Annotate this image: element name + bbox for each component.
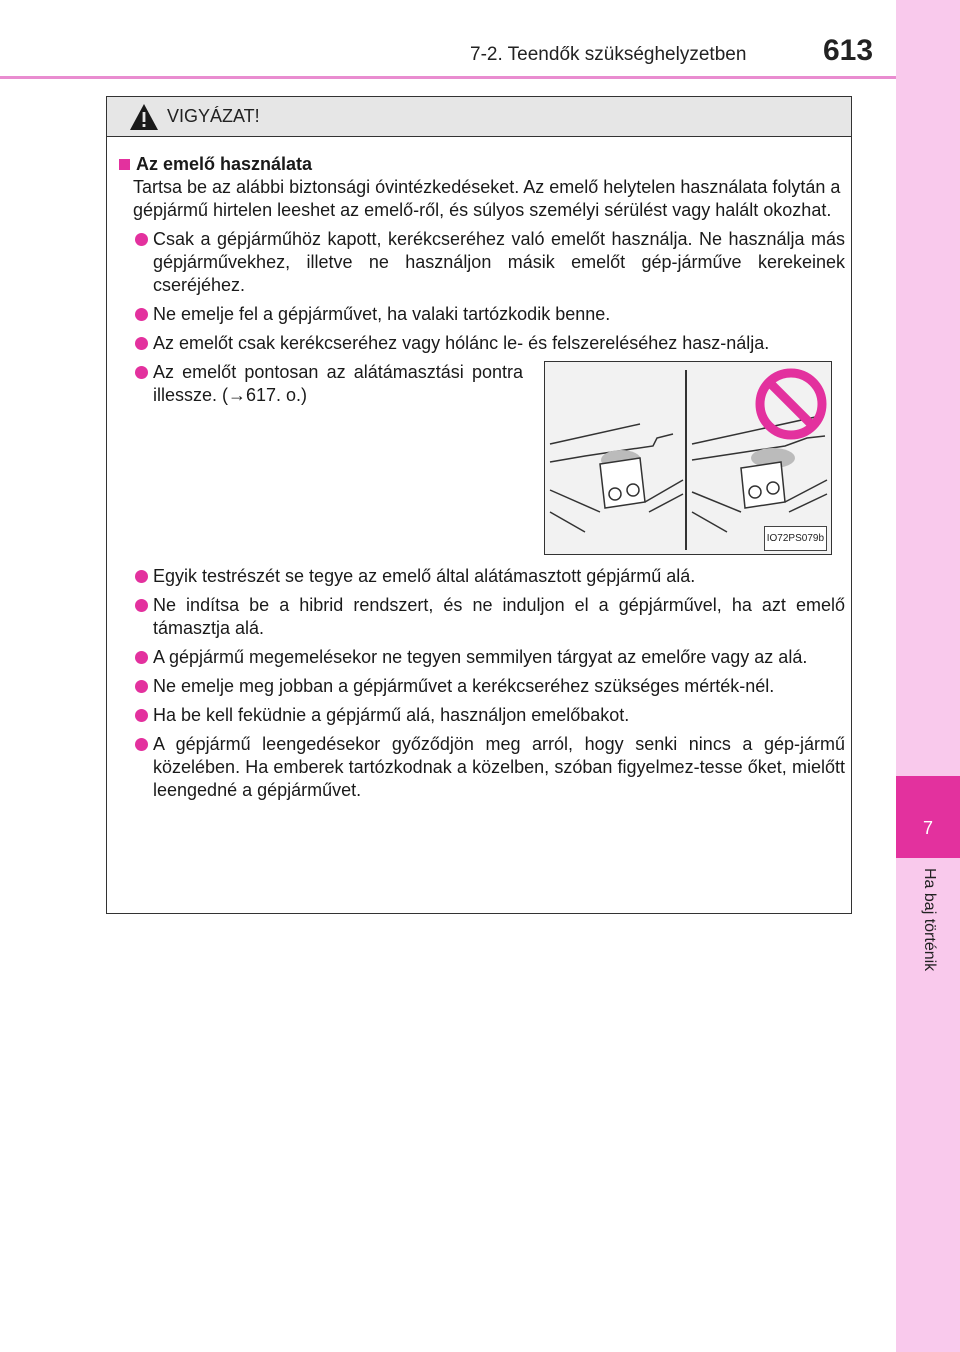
bullet-dot-icon (135, 680, 148, 693)
bullet-dot-icon (135, 738, 148, 751)
chapter-number: 7 (922, 818, 933, 838)
bullet-dot-icon (135, 570, 148, 583)
chapter-title: Ha baj történik (921, 868, 938, 972)
list-item-text: Ne emelje meg jobban a gépjárművet a kerékcseréhez szükséges mérték-nél. (153, 676, 775, 696)
list-item (117, 228, 845, 297)
bullet-dot-icon (135, 709, 148, 722)
list-item-text: Az emelőt pontosan az alátámasztási pontra illessze. (→617. o.) (153, 362, 523, 405)
list-item-text: Csak a gépjárműhöz kapott, kerékcseréhez való emelőt használja. Ne használja más gépjárművekhez, illetve ne használjon másik emelőt gép-járműve kerekeinek cseréjéhez. (153, 229, 845, 295)
jack-illustration (544, 361, 832, 555)
list-item-text: Ne emelje fel a gépjárművet, ha valaki tartózkodik benne. (153, 304, 611, 324)
list-item (117, 594, 845, 640)
bullet-dot-icon (135, 651, 148, 664)
figure-id: IO72PS079b (764, 526, 827, 551)
list-item-text: Ha be kell feküdnie a gépjármű alá, használjon emelőbakot. (153, 705, 630, 725)
list-item-text: Ne indítsa be a hibrid rendszert, és ne induljon el a gépjárművel, ha azt emelő támasztja alá. (153, 595, 845, 638)
header-divider (0, 76, 896, 79)
bullet-dot-icon (135, 308, 148, 321)
warning-header (107, 97, 851, 137)
warning-content (117, 153, 845, 802)
bullet-dot-icon (135, 599, 148, 612)
list-item-text: Az emelőt csak kerékcseréhez vagy hólánc le- és felszereléséhez hasz-nálja. (153, 333, 770, 353)
chapter-side-band (896, 0, 960, 1352)
list-item (117, 704, 845, 727)
list-item (117, 565, 845, 588)
square-bullet-icon (119, 159, 130, 170)
warning-box (106, 96, 852, 914)
list-item (117, 303, 845, 326)
page-number: 613 (823, 34, 874, 67)
list-item (117, 361, 523, 407)
section-title: 7-2. Teendők szükséghelyzetben (470, 44, 747, 65)
intro-text: Tartsa be az alábbi biztonsági óvintézkedéseket. Az emelő helytelen használata folytán a gépjármű hirtelen leeshet az emelő-ről, és súlyos személyi sérülést vagy halált okozhat. (133, 177, 841, 220)
figure-row (117, 361, 845, 559)
bullet-dot-icon (135, 337, 148, 350)
warning-title: VIGYÁZAT! (167, 106, 260, 126)
subheading (117, 153, 845, 176)
bullet-dot-icon (135, 233, 148, 246)
list-item-text: Egyik testrészét se tegye az emelő által alátámasztott gépjármű alá. (153, 566, 696, 586)
subheading-text: Az emelő használata (136, 154, 313, 174)
list-item (117, 733, 845, 802)
list-item (117, 675, 845, 698)
list-item-text: A gépjármű megemelésekor ne tegyen semmilyen tárgyat az emelőre vagy az alá. (153, 647, 808, 667)
list-item (117, 646, 845, 669)
list-item (117, 332, 845, 355)
chapter-tab (896, 776, 960, 858)
list-item-text: A gépjármű leengedésekor győződjön meg arról, hogy senki nincs a gép-jármű közelében. Ha emberek tartózkodnak a közelben, szóban figyelmez-tesse őket, mielőtt leengedné a gépjárművet. (153, 734, 845, 800)
warning-triangle-icon (129, 103, 159, 131)
bullet-dot-icon (135, 366, 148, 379)
